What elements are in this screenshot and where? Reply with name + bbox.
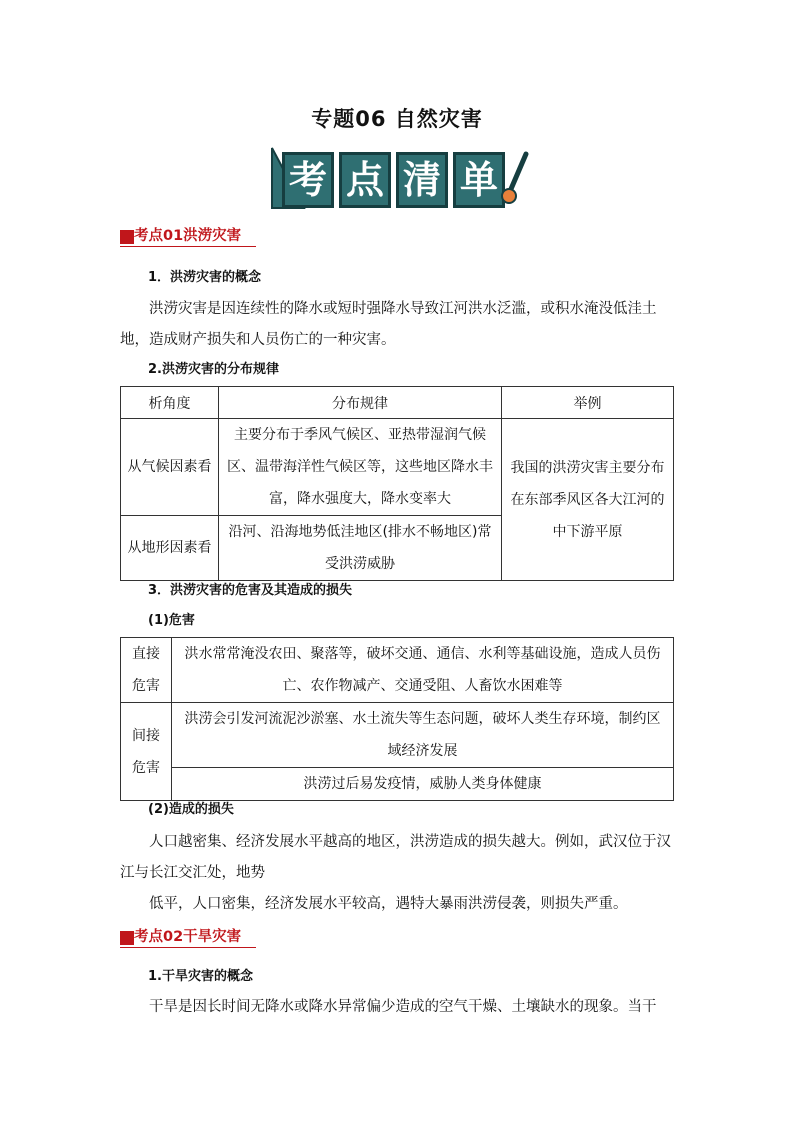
section-heading-label: 考点01洪涝灾害 bbox=[134, 228, 242, 244]
banner-char-2: 点 bbox=[339, 152, 391, 208]
indirect-harm-text-2: 洪涝过后易发疫情，威胁人类身体健康 bbox=[172, 768, 674, 801]
section-marker-icon bbox=[120, 230, 134, 244]
table-row bbox=[121, 768, 674, 801]
example-cell: 我国的洪涝灾害主要分布在东部季风区各大江河的中下游平原 bbox=[502, 419, 674, 581]
banner-pencil-icon bbox=[500, 150, 530, 210]
row2-rule: 沿河、沿海地势低洼地区(排水不畅地区)常受洪涝威胁 bbox=[219, 516, 502, 581]
section-marker-icon bbox=[120, 931, 134, 945]
direct-harm-text: 洪水常常淹没农田、聚落等，破坏交通、通信、水利等基础设施，造成人员伤亡、农作物减产、交通受阻、人畜饮水困难等 bbox=[172, 638, 674, 703]
table-header-row bbox=[121, 387, 674, 419]
kaodian-qingdan-banner bbox=[268, 146, 530, 216]
indirect-harm-label: 间接危害 bbox=[121, 703, 172, 801]
section-heading-underline bbox=[120, 947, 256, 948]
header-angle: 析角度 bbox=[121, 387, 219, 419]
page-title: 专题06 自然灾害 bbox=[311, 107, 483, 131]
harm-table bbox=[120, 637, 674, 801]
row2-angle: 从地形因素看 bbox=[121, 516, 219, 581]
banner-char-3: 清 bbox=[396, 152, 448, 208]
indirect-harm-text-1: 洪涝会引发河流泥沙淤塞、水土流失等生态问题，破坏人类生存环境，制约区域经济发展 bbox=[172, 703, 674, 768]
row1-angle: 从气候因素看 bbox=[121, 419, 219, 516]
paragraph-losses-continued: 低平，人口密集，经济发展水平较高，遇特大暴雨洪涝侵袭，则损失严重。 bbox=[149, 896, 628, 912]
banner-char-4: 单 bbox=[453, 152, 505, 208]
subheading-harm: (1)危害 bbox=[148, 613, 195, 628]
table-row bbox=[121, 419, 674, 516]
section-heading-flood bbox=[120, 225, 680, 247]
paragraph-flood-concept: 洪涝灾害是因连续性的降水或短时强降水导致江河洪水泛滥，或积水淹没低洼土地，造成财产损失和人员伤亡的一种灾害。 bbox=[120, 301, 657, 348]
table-row bbox=[121, 703, 674, 768]
subheading-flood-distribution: 2.洪涝灾害的分布规律 bbox=[148, 362, 279, 377]
section-heading-label: 考点02干旱灾害 bbox=[134, 929, 242, 945]
row1-rule: 主要分布于季风气候区、亚热带湿润气候区、温带海洋性气候区等，这些地区降水丰富，降水强度大，降水变率大 bbox=[219, 419, 502, 516]
subheading-flood-harm: 3．洪涝灾害的危害及其造成的损失 bbox=[148, 583, 353, 598]
section-heading-underline bbox=[120, 246, 256, 247]
header-example: 举例 bbox=[502, 387, 674, 419]
paragraph-drought-concept: 干旱是因长时间无降水或降水异常偏少造成的空气干燥、土壤缺水的现象。当干 bbox=[149, 999, 657, 1015]
table-row bbox=[121, 638, 674, 703]
distribution-table bbox=[120, 386, 674, 581]
header-rule: 分布规律 bbox=[219, 387, 502, 419]
paragraph-losses: 人口越密集、经济发展水平越高的地区，洪涝造成的损失越大。例如，武汉位于汉江与长江交汇处，地势 bbox=[120, 834, 671, 881]
subheading-drought-concept: 1.干旱灾害的概念 bbox=[148, 969, 253, 984]
subheading-flood-concept: 1．洪涝灾害的概念 bbox=[148, 270, 262, 285]
subheading-losses: (2)造成的损失 bbox=[148, 802, 234, 817]
direct-harm-label: 直接危害 bbox=[121, 638, 172, 703]
section-heading-drought bbox=[120, 926, 680, 948]
banner-char-1: 考 bbox=[282, 152, 334, 208]
